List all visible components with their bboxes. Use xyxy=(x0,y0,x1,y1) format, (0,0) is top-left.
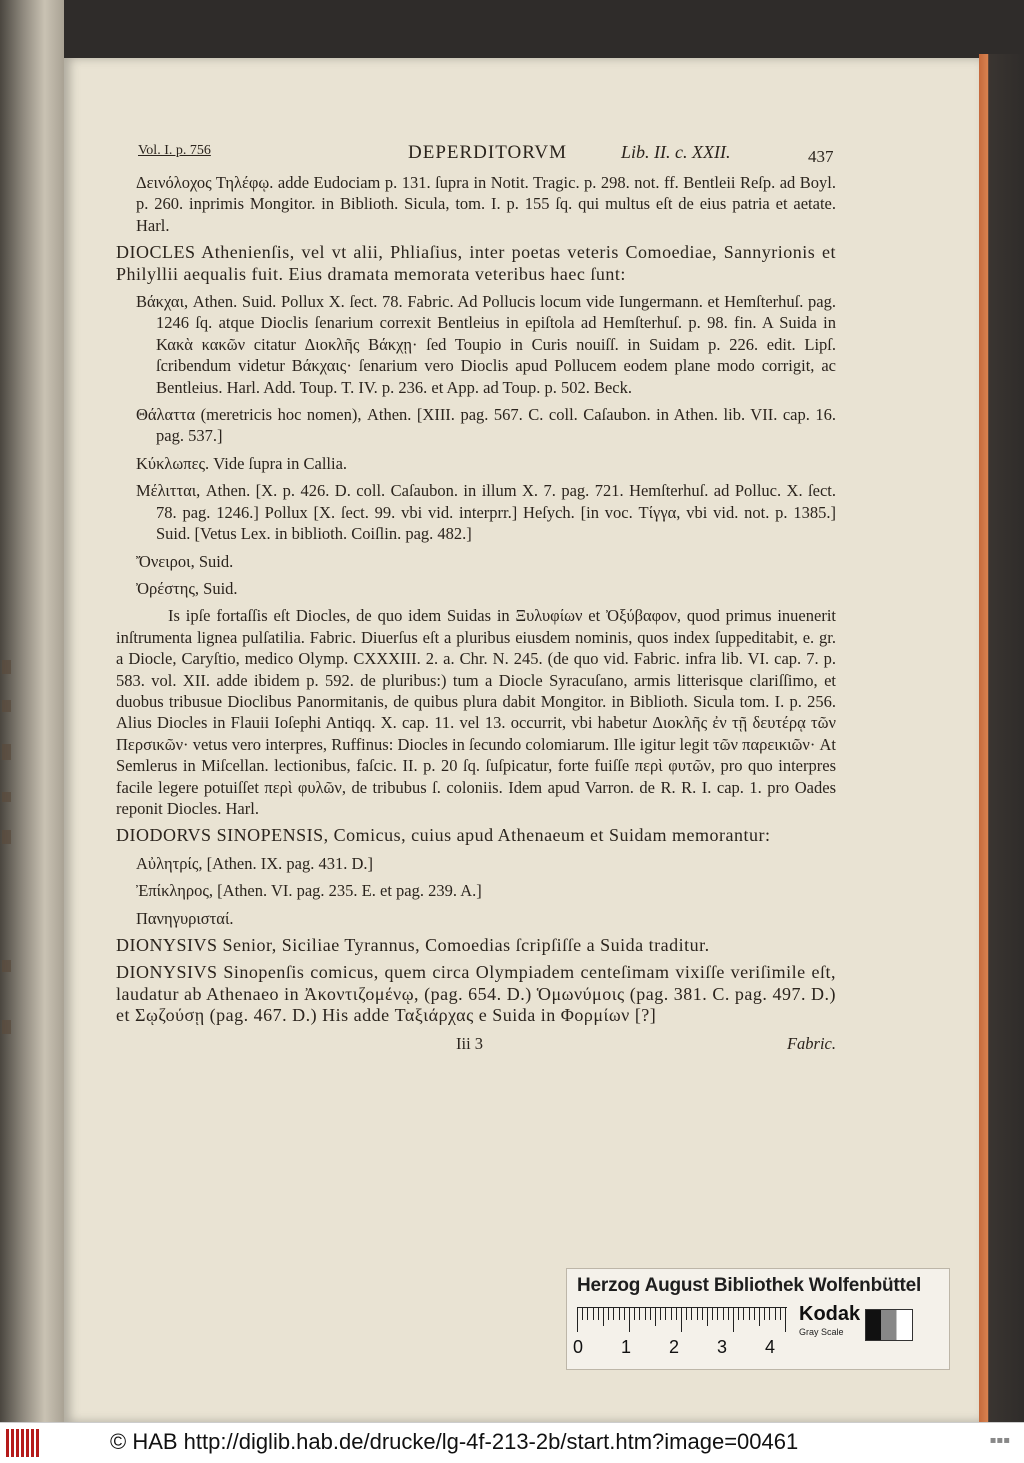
ruler-tick xyxy=(650,1308,651,1320)
ruler-tick xyxy=(593,1308,594,1320)
institution-name: Herzog August Bibliothek Wolfenbüttel xyxy=(577,1275,922,1296)
play-bakchai: Βάκχαι, Athen. Suid. Pollux X. ſect. 78. Fabric. Ad Pollucis locum vide Iungermann. et Hemſterhuſ. pag. 1246 ſq. atque Dioclis ſenarium correxit Bentleius in epiſtola ad Hemſterhuſ. p. 98. fin. A Suida in Κακὰ κακῶν citatur Διοκλῆς Βάκχῃ· ſed Toupio in Curis nouiſſ. in Suidam p. 226. edit. Lipſ. ſcribendum videtur Βάκχαις· ſenarium vero Dioclis apud Pollucem eodem plane modo corrigit, ac Bentleius. Harl. Add. Toup. T. IV. p. 236. et App. ad Toup. p. 502. Beck. xyxy=(136,292,836,397)
ruler-tick xyxy=(738,1308,739,1320)
entry-deinolochos: Δεινόλοχος Τηλέφῳ. adde Eudociam p. 131. ſupra in Notit. Tragic. p. 298. not. ff. Bentleii Reſp. ad Boyl. p. 260. inprimis Mongitor. in Biblioth. Sicula, tom. I. p. 155 ſq. qui multus eſt de eius patria et aetate. Harl. xyxy=(136,173,836,235)
ruler-tick xyxy=(697,1308,698,1320)
ruler-tick xyxy=(598,1308,599,1320)
entry-diodorus: DIODORVS SINOPENSIS, Comicus, cuius apud Athenaeum et Suidam memorantur: xyxy=(116,825,771,846)
play-epikleros: Ἐπίκληρος, [Athen. VI. pag. 235. E. et pag. 239. A.] xyxy=(136,881,482,901)
ruler-tick xyxy=(629,1308,630,1332)
ruler-tick xyxy=(645,1308,646,1320)
page-fore-edge xyxy=(979,54,1024,1422)
ruler-number: 2 xyxy=(669,1337,680,1357)
ruler-tick xyxy=(759,1308,760,1326)
ruler-tick xyxy=(608,1308,609,1320)
ruler-tick xyxy=(613,1308,614,1320)
page-number: 437 xyxy=(808,147,834,166)
ruler-tick xyxy=(671,1308,672,1320)
entry-dionysius-senior: DIONYSIVS Senior, Siciliae Tyrannus, Comoedias ſcripſiſſe a Suida traditur. xyxy=(116,935,710,955)
ruler-tick xyxy=(707,1308,708,1326)
entry-dionysius-sinopensis: DIONYSIVS Sinopenſis comicus, quem circa Olympiadem centeſimam vixiſſe veriſimile eſt, laudatur ab Athenaeo in Ἀκοντιζομένῳ, (pag. 654. D.) Ὁμωνύμοις (pag. 381. C. pag. 497. D.) et Σῳζούσῃ (pag. 467. D.) His adde Ταξιάρχας e Suida in Φορμίων [?] xyxy=(116,962,836,1026)
running-header xyxy=(116,140,836,170)
ruler-tick xyxy=(619,1308,620,1320)
running-title: DEPERDITORVM xyxy=(408,142,567,163)
ruler-tick xyxy=(712,1308,713,1320)
ruler-tick xyxy=(582,1308,583,1320)
ruler-tick xyxy=(733,1308,734,1332)
ruler-tick xyxy=(587,1308,588,1320)
ruler-tick xyxy=(785,1308,786,1332)
ruler-tick xyxy=(634,1308,635,1320)
catchword: Fabric. xyxy=(786,1033,836,1053)
commentary-paragraph: Is ipſe fortaſſis eſt Diocles, de quo idem Suidas in Ξυλυφίων et Ὀξύβαφον, quod primus inuenerit inſtrumenta lignea pulſatilia. Fabric. Diuerſus eſt a pluribus eiusdem nominis, quos index ſuppeditabit, e. gr. a Diocle, Caryſtio, medico Olymp. CXXXIII. 2. a. Chr. N. 245. (de quo vid. Fabric. infra lib. VI. cap. 7. p. 583. vol. XII. adde ibidem p. 592. de pluribus:) tum a Diocle Syracuſano, armis litterisque clariſſimo, et duobus tribusue Dioclibus Panormitanis, de quibus plura dabit Mongitor. in Biblioth. Sicula tom. I. p. 256. Alius Diocles in Flauii Ioſephi Antiqq. X. cap. 11. vel 13. occurrit, vbi habetur Διοκλῆς ἐν τῇ δευτέρᾳ τῶν Περσικῶν· vetus vero interpres, Ruffinus: Diocles in ſecundo colomiarum. Ille igitur legit τῶν παρεικιῶν· At Semlerus in Miſcellan. lectionibus, faſcic. II. p. 20 ſq. ſuſpicatur, forte fuiſſe περὶ φυτῶν, pro quo interpres facile legere potuiſſet περὶ φυλῶν, de tribubus ſ. coloniis. Idem apud Varron. de R. R. I. cap. 1. pro Oades reponit Diocles. Harl. xyxy=(116,606,836,818)
ruler-number: 4 xyxy=(765,1337,776,1357)
ruler-tick xyxy=(702,1308,703,1320)
ruler-tick xyxy=(660,1308,661,1320)
signature-mark: Iii 3 xyxy=(456,1033,484,1053)
kodak-brand: Kodak xyxy=(799,1303,861,1325)
ruler-number: 3 xyxy=(717,1337,728,1357)
ruler-scale xyxy=(577,1307,787,1334)
ruler-tick xyxy=(780,1308,781,1320)
play-melittai: Μέλιτται, Athen. [X. p. 426. D. coll. Caſaubon. in illum X. 7. pag. 721. Hemſterhuſ. ad Polluc. X. ſect. 78. pag. 1246.] Pollux [X. ſect. 99. vbi vid. interprr.] Heſych. [in voc. Τίγγα, vbi vid. not. p. 1385.] Suid. [Vetus Lex. in biblioth. Coiſlin. pag. 482.] xyxy=(136,481,836,544)
ruler-tick xyxy=(769,1308,770,1320)
ruler-tick xyxy=(655,1308,656,1326)
ruler-tick xyxy=(749,1308,750,1320)
footer-dots-icon: ▪▪▪ xyxy=(989,1435,1010,1446)
ruler-tick xyxy=(743,1308,744,1320)
ruler-tick xyxy=(754,1308,755,1320)
play-oneiroi: Ὄνειροι, Suid. xyxy=(136,551,234,571)
ruler-number: 1 xyxy=(621,1337,632,1357)
entry-diocles: DIOCLES Athenienſis, vel vt alii, Phliaſius, inter poetas veteris Comoediae, Sannyrionis et Philyllii aequalis fuit. Eius dramata memorata veteribus haec ſunt: xyxy=(116,242,836,284)
ruler-number: 0 xyxy=(573,1337,584,1357)
ruler-tick xyxy=(686,1308,687,1320)
ruler-tick xyxy=(639,1308,640,1320)
ruler-tick xyxy=(717,1308,718,1320)
facing-page-margin-marks xyxy=(0,660,18,1080)
gray-scale-patches xyxy=(865,1309,913,1341)
gray-scale-label: Gray Scale xyxy=(799,1327,844,1337)
ruler-tick xyxy=(728,1308,729,1320)
ruler-tick xyxy=(775,1308,776,1320)
ruler-tick xyxy=(665,1308,666,1320)
ruler-tick xyxy=(676,1308,677,1320)
play-panegyristai: Πανηγυρισταί. xyxy=(136,908,234,928)
ruler-tick xyxy=(691,1308,692,1320)
ruler-tick xyxy=(723,1308,724,1320)
play-auletris: Αὐλητρίς, [Athen. IX. pag. 431. D.] xyxy=(136,853,373,873)
copyright-url[interactable]: © HAB http://diglib.hab.de/drucke/lg-4f-213-2b/start.htm?image=00461 xyxy=(110,1429,799,1454)
page-text xyxy=(116,140,836,1057)
play-orestes: Ὀρέστης, Suid. xyxy=(136,578,238,598)
ruler-tick xyxy=(577,1308,578,1332)
viewer-footer xyxy=(0,1422,1024,1463)
volume-reference: Vol. I. p. 756 xyxy=(138,143,211,158)
ruler-tick xyxy=(624,1308,625,1320)
ruler-tick xyxy=(603,1308,604,1326)
library-color-scale-card xyxy=(566,1268,950,1370)
play-kyklopes: Κύκλωπες. Vide ſupra in Callia. xyxy=(136,453,348,473)
ruler-numbers xyxy=(573,1337,783,1359)
hab-logo-icon xyxy=(6,1429,40,1457)
page-foot xyxy=(116,1033,836,1057)
book-chapter: Lib. II. c. XXII. xyxy=(621,142,731,162)
ruler-tick xyxy=(764,1308,765,1320)
ruler-tick xyxy=(681,1308,682,1332)
play-thalatta: Θάλαττα (meretricis hoc nomen), Athen. [XIII. pag. 567. C. coll. Caſaubon. in Athen. lib. VII. cap. 16. pag. 537.] xyxy=(136,405,836,446)
